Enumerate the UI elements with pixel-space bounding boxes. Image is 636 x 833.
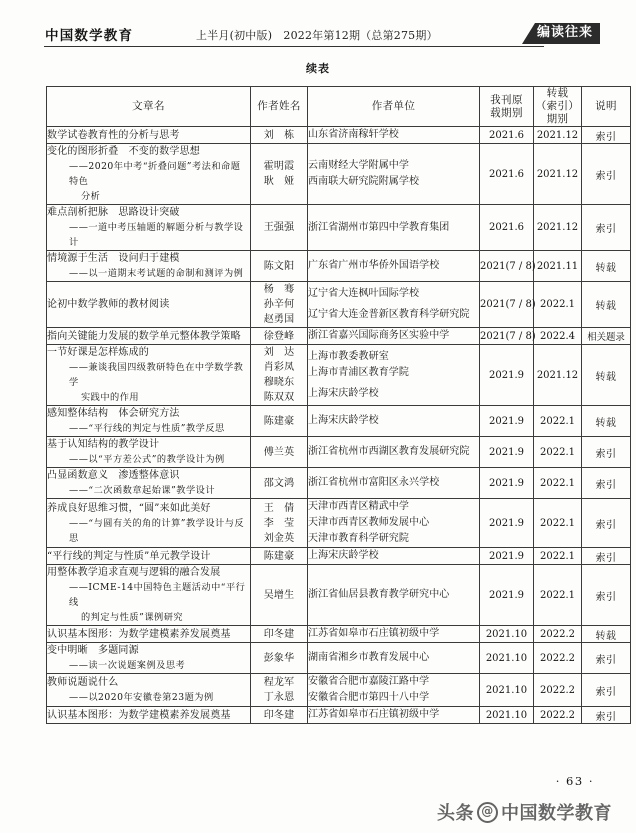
cell-article-title [47,565,251,626]
author-org: 江苏省如皋市石庄镇初级中学 [308,709,440,720]
cell-original-issue: 2021(7 / 8) [480,251,534,282]
article-title-subtitle: ——一道中考压轴题的解题分析与教学设计 [69,222,244,248]
cell-original-issue: 2021.9 [480,565,534,626]
author-org: 浙江省仙居县教育教学研究中心 [308,589,450,600]
cell-note: 索引 [582,565,631,626]
author-org: 云南财经大学附属中学 [308,160,409,171]
running-head [0,14,636,48]
article-title-subtitle: ——读一次说题案例及思考 [69,660,186,671]
cell-article-title [47,707,251,724]
table-row [47,707,631,724]
article-title-main: 变中明晰 多题同源 [47,645,139,656]
cell-note: 索引 [582,205,631,251]
author-name: 傅兰英 [263,446,295,458]
author-name: 陈建豪 [263,415,295,427]
cell-original-issue: 2021.10 [480,707,534,724]
article-title-subtitle-cont: 的判定与性质”课例研究 [81,612,184,623]
author-name: 邵文鸿 [263,477,295,489]
author-name: 刘金英 [263,532,295,544]
table-row [47,251,631,282]
cell-note: 转载 [582,251,631,282]
issue-info: 上半月(初中版) 2022年第12期（总第275期） [196,29,438,42]
author-name: 孙辛何 [263,299,295,310]
article-title-main: 难点剖析把脉 思路设计突破 [47,207,180,218]
author-name: 徐登峰 [263,330,295,342]
article-title-main: 情境源于生活 设问归于建模 [47,253,180,264]
cell-article-title [47,345,251,406]
author-name: 刘 栋 [263,129,295,141]
cell-author-names [251,406,308,437]
author-name: 彭象华 [263,652,295,664]
author-org: 湖南省湘乡市教育发展中心 [308,652,430,663]
article-title-subtitle: ——兼谈我国四级教研特色在中学数学教学 [69,362,244,388]
cell-original-issue: 2021.9 [480,437,534,468]
article-title-main: 凸显函数意义 渗透整体意识 [47,470,180,481]
cell-reprint-issue: 2021.12 [534,205,582,251]
cell-note: 索引 [582,127,631,144]
author-name: 陈建豪 [263,550,295,562]
cell-reprint-issue: 2022.1 [534,499,582,548]
table-row [47,144,631,205]
table-body [47,127,631,724]
article-title-main: “平行线的判定与性质”单元教学设计 [47,550,211,562]
cell-author-names [251,548,308,565]
cell-reprint-issue: 2022.2 [534,674,582,707]
author-name: 肖彩凤 [263,362,295,373]
article-title-main: 养成良好思维习惯，“圆”来如此美好 [47,502,211,514]
article-title-subtitle: ——2020年中考“折叠问题”考法和命题特色 [69,161,241,187]
journal-title: 中国数学教育 [45,28,134,44]
article-title-main: 认识基本图形：为数学建模素养发展奠基 [47,709,231,721]
author-org: 天津市教育科学研究院 [308,533,409,544]
author-org: 上海宋庆龄学校 [308,415,379,426]
cell-note: 索引 [582,144,631,205]
cell-author-orgs [308,565,480,626]
cell-note: 索引 [582,674,631,707]
cell-author-orgs [308,127,480,144]
article-title-main: 数学试卷教育性的分析与思考 [47,129,180,141]
col-header-author: 作者姓名 [251,87,308,127]
cell-note: 索引 [582,437,631,468]
table-header-row [47,87,631,127]
author-name: 杨 骞 [263,284,295,295]
cell-reprint-issue: 2021.12 [534,127,582,144]
cell-reprint-issue: 2022.2 [534,626,582,643]
cell-author-names [251,345,308,406]
article-title-main: 认识基本图形：为数学建模素养发展奠基 [47,628,231,640]
cell-note: 索引 [582,548,631,565]
cell-note: 转载 [582,406,631,437]
author-org: 辽宁省大连金普新区教育科学研究院 [308,309,470,320]
cell-author-orgs [308,643,480,674]
author-org: 天津市西青区教师发展中心 [308,517,430,528]
col-header-title: 文章名 [47,87,251,127]
article-title-subtitle: ——“与圆有关的角的计算”教学设计与反思 [69,517,245,544]
cell-author-names [251,565,308,626]
cell-article-title [47,548,251,565]
cell-author-names [251,437,308,468]
author-org: 上海宋庆龄学校 [308,550,379,561]
cell-original-issue: 2021.10 [480,626,534,643]
author-org: 安徽省合肥市嘉陵江路中学 [308,676,430,687]
author-org: 浙江省嘉兴国际商务区实验中学 [308,330,450,341]
article-title-subtitle-cont: 分析 [81,191,101,202]
cell-reprint-issue: 2022.1 [534,437,582,468]
article-title-subtitle: ——ICME-14中国特色主题活动中“平行线 [69,582,246,608]
article-title-main: 基于认知结构的教学设计 [47,439,160,450]
cell-reprint-issue: 2022.1 [534,406,582,437]
cell-article-title [47,437,251,468]
cell-note: 相关题录 [582,328,631,345]
cell-original-issue: 2021.10 [480,674,534,707]
cell-reprint-issue: 2022.2 [534,707,582,724]
watermark-suffix: 中国数学教育 [501,803,612,824]
cell-note: 索引 [582,707,631,724]
author-name: 霍明霞 [263,161,295,172]
author-org: 上海市青浦区教育学院 [308,366,409,378]
cell-author-orgs [308,205,480,251]
col-header-original-issue-l1: 我刊原 [490,93,523,106]
author-name: 王强强 [263,222,295,233]
watermark [437,799,612,825]
article-title-subtitle: ——以“平方差公式”的教学设计为例 [69,454,225,465]
cell-article-title [47,127,251,144]
watermark-prefix: 头条 [437,803,474,824]
table-row [47,468,631,499]
page-number: · 63 · [555,774,594,788]
registry-table [46,86,631,724]
cell-article-title [47,205,251,251]
cell-reprint-issue: 2022.2 [534,643,582,674]
col-header-original-issue-l2: 载期别 [490,106,523,119]
cell-original-issue: 2021.9 [480,548,534,565]
cell-original-issue: 2021.9 [480,345,534,406]
cell-author-orgs [308,437,480,468]
author-name: 吴增生 [263,589,295,601]
table-head [47,87,631,127]
cell-reprint-issue: 2022.1 [534,282,582,328]
author-org: 浙江省杭州市富阳区永兴学校 [308,477,440,488]
registry-table-wrap [46,86,625,724]
col-header-reprint-issue [534,87,582,127]
cell-author-orgs [308,282,480,328]
cell-reprint-issue: 2022.1 [534,565,582,626]
badge-slash-icon [522,23,535,44]
author-name: 陈文阳 [263,260,295,272]
table-row [47,127,631,144]
cell-article-title [47,144,251,205]
cell-original-issue: 2021.10 [480,643,534,674]
col-header-note: 说明 [582,87,631,127]
author-name: 李 莹 [263,517,295,529]
cell-article-title [47,406,251,437]
cell-article-title [47,468,251,499]
cell-author-names [251,674,308,707]
cell-reprint-issue: 2022.4 [534,328,582,345]
author-name: 耿 娅 [263,176,295,187]
article-title-main: 教师说题说什么 [47,677,119,688]
cell-note: 索引 [582,643,631,674]
cell-original-issue: 2021.6 [480,144,534,205]
cell-author-names [251,626,308,643]
cell-reprint-issue: 2022.1 [534,548,582,565]
author-org: 天津市西青区精武中学 [308,501,409,512]
column-badge [522,23,600,44]
cell-article-title [47,328,251,345]
article-title-subtitle: ——以2020年安徽卷第23题为例 [69,692,214,703]
author-org: 江苏省如皋市石庄镇初级中学 [308,628,440,639]
cell-original-issue: 2021(7 / 8) [480,328,534,345]
cell-article-title [47,674,251,707]
cell-author-names [251,144,308,205]
col-header-reprint-issue-l1: 转载 [546,87,569,99]
cell-author-names [251,643,308,674]
cell-note: 转载 [582,282,631,328]
author-name: 印冬建 [263,628,295,640]
author-org: 广东省广州市华侨外国语学校 [308,260,440,271]
author-name: 程龙军 [263,677,295,688]
col-header-reprint-issue-l2: （索引） [535,100,580,112]
cell-note: 索引 [582,468,631,499]
author-org: 浙江省湖州市第四中学教育集团 [308,221,450,233]
cell-author-names [251,328,308,345]
author-name: 赵勇国 [263,314,295,325]
article-title-subtitle-cont: 实践中的作用 [81,392,140,403]
author-org: 上海市教委教研室 [308,350,389,362]
article-title-subtitle: ——“平行线的判定与性质”教学反思 [69,423,225,434]
cell-note: 转载 [582,626,631,643]
table-row [47,643,631,674]
table-row [47,406,631,437]
cell-author-orgs [308,345,480,406]
col-header-org: 作者单位 [308,87,480,127]
table-caption: 续表 [306,62,330,75]
author-org: 西南联大研究院附属学校 [308,176,420,187]
table-row [47,328,631,345]
cell-original-issue: 2021.6 [480,205,534,251]
cell-original-issue: 2021.9 [480,406,534,437]
article-title-subtitle: ——“二次函数章起始课”教学设计 [69,485,216,496]
cell-original-issue: 2021.9 [480,499,534,548]
cell-author-orgs [308,144,480,205]
cell-author-names [251,251,308,282]
cell-original-issue: 2021.9 [480,468,534,499]
cell-original-issue: 2021(7 / 8) [480,282,534,328]
col-header-original-issue [480,87,534,127]
cell-author-orgs [308,626,480,643]
author-org: 安徽省合肥市第四十八中学 [308,692,430,703]
cell-reprint-issue: 2022.1 [534,468,582,499]
author-org: 山东省济南稼轩学校 [308,129,399,140]
cell-article-title [47,251,251,282]
cell-reprint-issue: 2021.12 [534,345,582,406]
author-name: 刘 达 [263,347,295,358]
author-org: 浙江省杭州市西湖区教育发展研究院 [308,446,470,457]
cell-author-names [251,127,308,144]
table-row [47,499,631,548]
cell-note: 转载 [582,345,631,406]
table-row [47,674,631,707]
cell-author-orgs [308,406,480,437]
cell-author-names [251,468,308,499]
cell-reprint-issue: 2021.12 [534,144,582,205]
cell-original-issue: 2021.6 [480,127,534,144]
cell-author-orgs [308,707,480,724]
cell-author-orgs [308,674,480,707]
author-name: 丁永恩 [263,692,295,703]
at-sign-icon: @ [477,802,498,823]
table-row [47,205,631,251]
article-title-main: 一节好课是怎样炼成的 [47,347,149,358]
cell-author-names [251,282,308,328]
cell-author-orgs [308,548,480,565]
header-rule [44,46,544,47]
author-name: 陈双双 [263,392,295,403]
article-title-main: 指向关键能力发展的数学单元整体教学策略 [47,330,241,342]
article-title-main: 论初中数学教师的教材阅读 [47,299,170,310]
article-title-subtitle: ——以一道期末考试题的命制和测评为例 [69,268,244,279]
cell-author-orgs [308,328,480,345]
table-row [47,282,631,328]
table-row [47,626,631,643]
cell-article-title [47,626,251,643]
author-name: 印冬建 [263,709,295,721]
article-title-main: 用整体教学追求直观与逻辑的融合发展 [47,567,221,578]
col-header-reprint-issue-l3: 期别 [546,113,569,125]
cell-note: 索引 [582,499,631,548]
cell-reprint-issue: 2021.11 [534,251,582,282]
table-row [47,565,631,626]
author-name: 王 倩 [263,502,295,514]
column-badge-label: 编读往来 [535,23,600,44]
cell-author-orgs [308,499,480,548]
cell-author-names [251,205,308,251]
author-org: 辽宁省大连枫叶国际学校 [308,288,420,299]
author-org: 上海宋庆龄学校 [308,387,379,399]
cell-author-names [251,707,308,724]
table-row [47,437,631,468]
article-title-main: 感知整体结构 体会研究方法 [47,408,180,419]
cell-author-names [251,499,308,548]
table-row [47,548,631,565]
cell-article-title [47,282,251,328]
article-title-main: 变化的图形折叠 不变的数学思想 [47,146,200,157]
author-name: 穆晓东 [263,377,295,388]
table-row [47,345,631,406]
cell-article-title [47,643,251,674]
cell-article-title [47,499,251,548]
cell-author-orgs [308,468,480,499]
cell-author-orgs [308,251,480,282]
